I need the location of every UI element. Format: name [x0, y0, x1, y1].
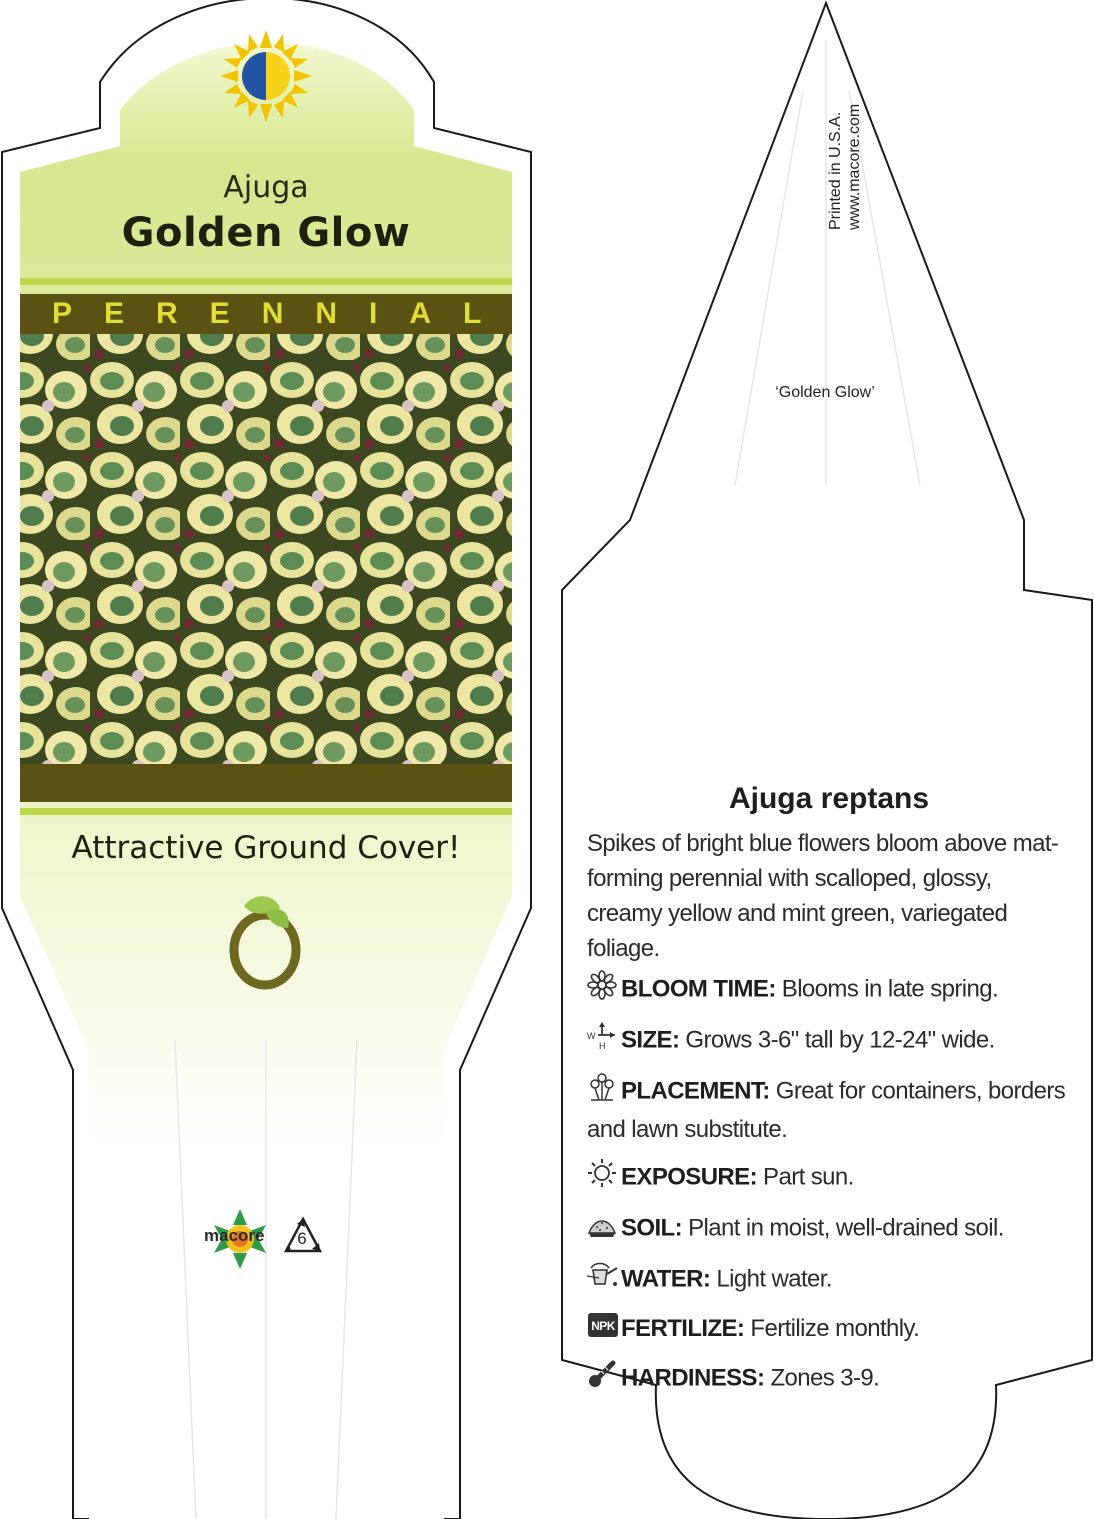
- care-label: FERTILIZE:: [621, 1315, 745, 1342]
- watering-can-icon: [587, 1260, 621, 1300]
- npk-icon: [587, 1312, 621, 1348]
- cultivar-name: Golden Glow: [121, 210, 411, 256]
- care-label: HARDINESS:: [621, 1364, 765, 1391]
- svg-text:H: H: [599, 1041, 605, 1051]
- care-text: Light water.: [716, 1265, 832, 1293]
- genus-name: Ajuga: [223, 170, 309, 205]
- tagline: Attractive Ground Cover!: [71, 830, 461, 866]
- sun-icon: [587, 1158, 621, 1198]
- flower-icon: [587, 970, 621, 1010]
- thermometer-icon: [587, 1359, 621, 1399]
- care-soil: [587, 1209, 1071, 1249]
- care-label: EXPOSURE:: [621, 1163, 757, 1191]
- care-label: WATER:: [621, 1265, 711, 1293]
- species-name: Ajuga reptans: [728, 782, 930, 815]
- svg-text:W: W: [587, 1031, 595, 1041]
- care-label: PLACEMENT:: [621, 1077, 770, 1105]
- recycle-code: 6: [297, 1229, 307, 1248]
- plant-description: Spikes of bright blue flowers bloom above mat-forming perennial with scalloped, glossy, creamy yellow and mint green, variegated foliage.: [587, 830, 1059, 962]
- cultivar-label: ‘Golden Glow’: [775, 384, 875, 401]
- care-fertilize: [587, 1311, 1071, 1348]
- care-placement: [587, 1072, 1071, 1147]
- soil-pile-icon: [587, 1209, 621, 1249]
- care-text: Zones 3-9.: [770, 1364, 880, 1391]
- care-text: Grows 3-6" tall by 12-24" wide.: [685, 1026, 995, 1054]
- care-label: SIZE:: [621, 1026, 680, 1054]
- print-credits: [826, 104, 864, 230]
- care-label: SOIL:: [621, 1214, 682, 1242]
- category-banner: PERENNIAL: [52, 297, 514, 330]
- part-sun-icon: [216, 26, 316, 126]
- care-text: Part sun.: [763, 1163, 854, 1191]
- care-exposure: [587, 1158, 1071, 1198]
- care-label: BLOOM TIME:: [621, 975, 776, 1003]
- care-hardiness: [587, 1359, 1071, 1399]
- care-text: Blooms in late spring.: [781, 975, 999, 1003]
- printed-origin: Printed in U.S.A.: [827, 111, 844, 230]
- care-water: [587, 1260, 1071, 1300]
- care-text: Fertilize monthly.: [750, 1315, 920, 1342]
- care-info: [587, 782, 1071, 1410]
- size-arrows-icon: [587, 1021, 621, 1061]
- website: www.macore.com: [846, 103, 863, 230]
- plant-ring-logo: [226, 890, 306, 990]
- brand-name: macore: [204, 1226, 265, 1245]
- care-size: [587, 1021, 1071, 1061]
- care-text: Great for containers, borders and lawn substitute.: [587, 1077, 1066, 1143]
- care-bloom-time: [587, 970, 1071, 1010]
- svg-text:NPK: NPK: [591, 1318, 615, 1333]
- plant-cluster-icon: [587, 1072, 621, 1112]
- plant-photo: [20, 334, 512, 764]
- care-text: Plant in moist, well-drained soil.: [688, 1214, 1004, 1242]
